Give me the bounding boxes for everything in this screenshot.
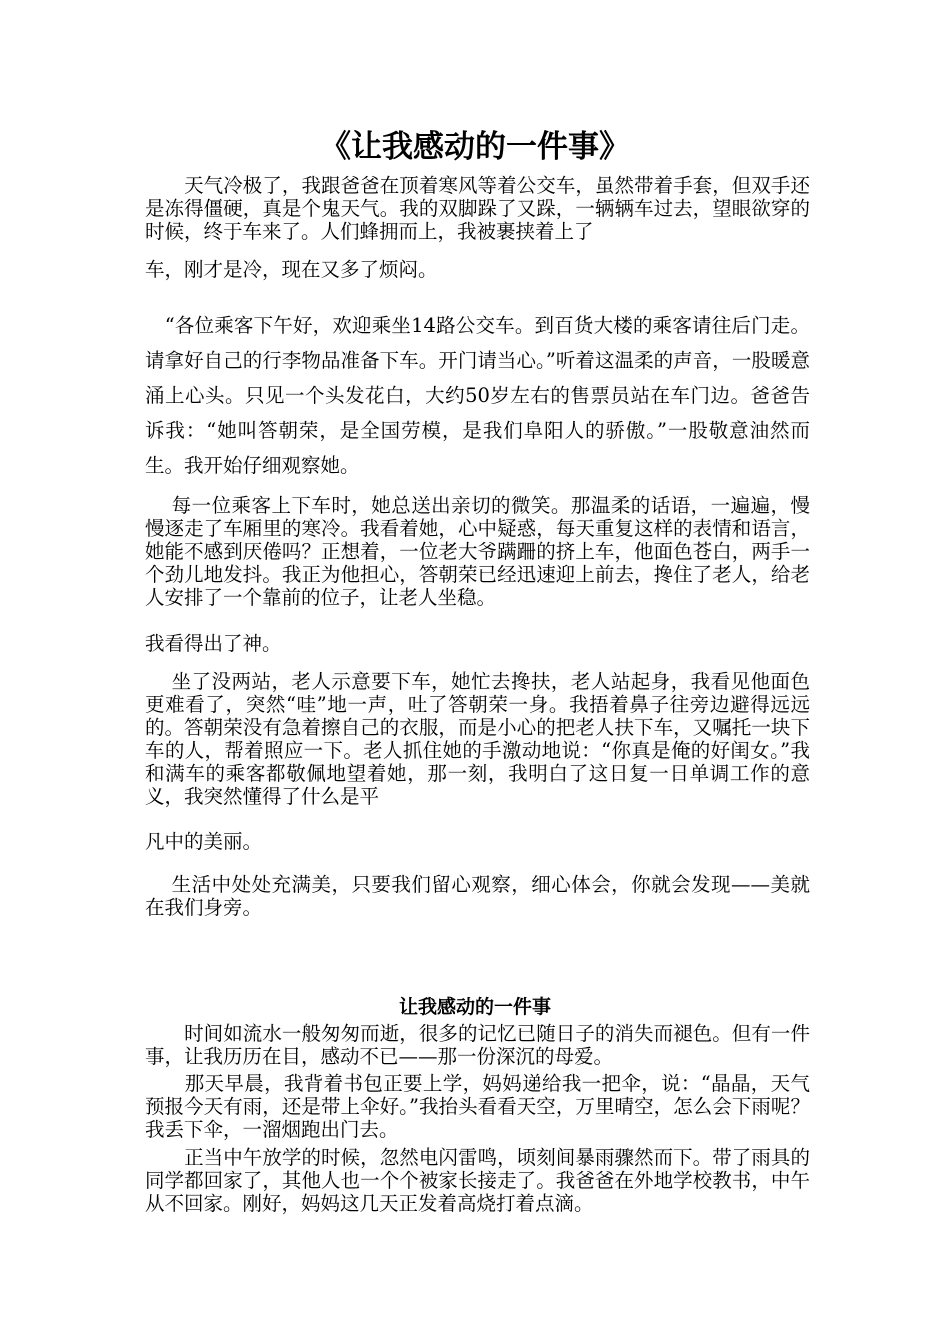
story1-paragraph-3: 每一位乘客上下车时，她总送出亲切的微笑。那温柔的话语，一遍遍，慢慢逐走了车厢里的寒冷。我看着她，心中疑惑，每天重复这样的表情和语言，她能不感到厌倦吗？正想着，一位老大爷蹒跚的挤上车，他面色苍白，两手一个劲儿地发抖。我正为他担心，答朝荣已经迅速迎上前去，搀住了老人，给老人安排了一个靠前的位子，让老人坐稳。 [145, 494, 810, 609]
story1-title: 《让我感动的一件事》 [320, 129, 630, 165]
story2-title: 让我感动的一件事 [398, 996, 551, 1018]
story1-paragraph-5: 生活中处处充满美，只要我们留心观察，细心体会，你就会发现——美就在我们身旁。 [145, 873, 810, 919]
story1-paragraph-4-end: 凡中的美丽。 [145, 830, 263, 853]
story1-paragraph-4: 坐了没两站，老人示意要下车，她忙去搀扶，老人站起身，我看见他面色更难看了，突然“哇”地一声，吐了答朝荣一身。我捂着鼻子往旁边避得远远的。答朝荣没有急着擦自己的衣服，而是小心的把老人扶下车，又嘱托一块下车的人，帮着照应一下。老人抓住她的手激动地说：“你真是俺的好闺女。”我和满车的乘客都敬佩地望着她，那一刻，我明白了这日复一日单调工作的意义，我突然懂得了什么是平 [145, 670, 810, 808]
story1-paragraph-2: “各位乘客下午好，欢迎乘坐14路公交车。到百货大楼的乘客请往后门走。请拿好自己的行李物品准备下车。开门请当心。”听着这温柔的声音，一股暖意涌上心头。只见一个头发花白，大约50岁左右的售票员站在车门边。爸爸告诉我：“她叫答朝荣，是全国劳模，是我们阜阳人的骄傲。”一股敬意油然而生。我开始仔细观察她。 [145, 314, 810, 477]
story2-paragraph-2: 那天早晨，我背着书包正要上学，妈妈递给我一把伞，说：“晶晶，天气预报今天有雨，还是带上伞好。”我抬头看看天空，万里晴空，怎么会下雨呢？我丢下伞，一溜烟跑出门去。 [145, 1072, 810, 1141]
story2-paragraph-3: 正当中午放学的时候，忽然电闪雷鸣，顷刻间暴雨骤然而下。带了雨具的同学都回家了，其他人也一个个被家长接走了。我爸爸在外地学校教书，中午从不回家。刚好，妈妈这几天正发着高烧打着点滴。 [145, 1146, 810, 1215]
story2-paragraph-1: 时间如流水一般匆匆而逝，很多的记忆已随日子的消失而褪色。但有一件事，让我历历在目，感动不已——那一份深沉的母爱。 [145, 1022, 810, 1068]
story1-paragraph-1: 天气冷极了，我跟爸爸在顶着寒风等着公交车，虽然带着手套，但双手还是冻得僵硬，真是个鬼天气。我的双脚跺了又跺，一辆辆车过去，望眼欲穿的时候，终于车来了。人们蜂拥而上，我被裹挟着上了 [145, 174, 810, 243]
story1-paragraph-3-end: 我看得出了神。 [145, 632, 282, 655]
story1-paragraph-1-end: 车，刚才是冷，现在又多了烦闷。 [145, 258, 438, 281]
